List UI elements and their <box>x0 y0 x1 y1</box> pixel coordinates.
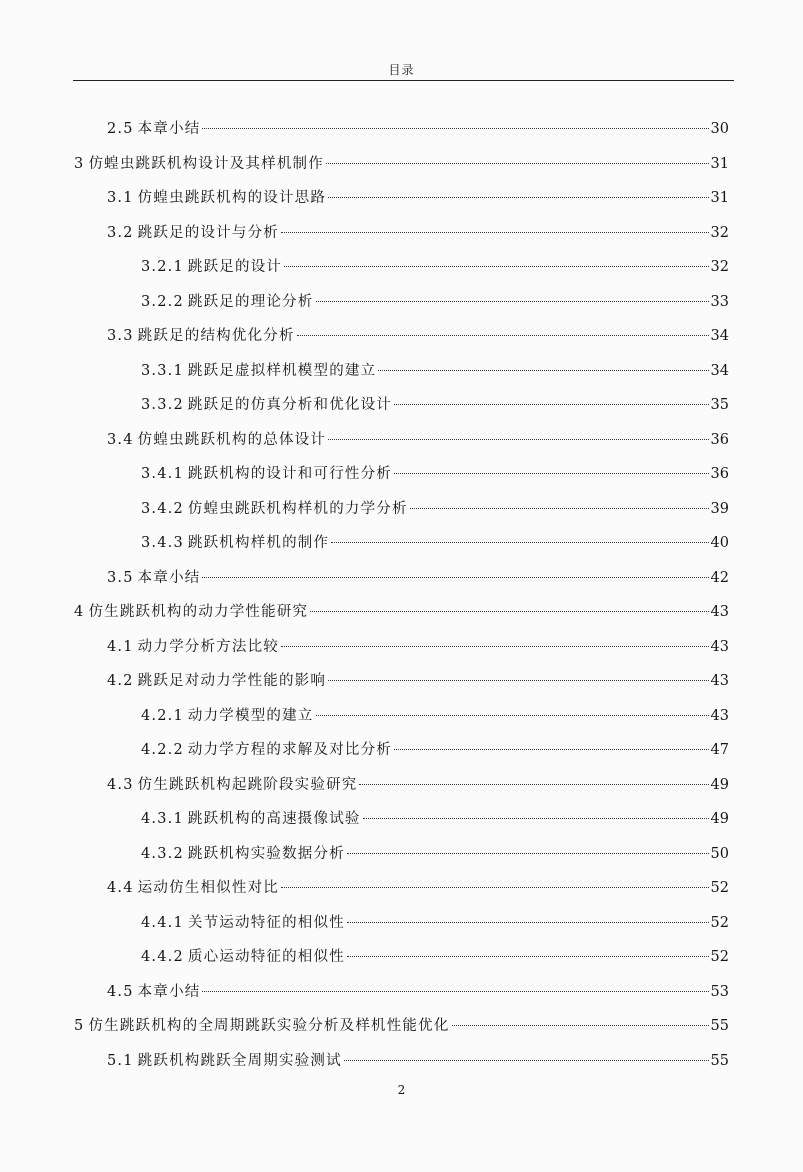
toc-entry-title: 仿蝗虫跳跃机构的设计思路 <box>137 190 327 206</box>
toc-dot-leader <box>394 403 709 405</box>
toc-entry[interactable] <box>107 186 729 210</box>
toc-entry[interactable] <box>74 1014 729 1038</box>
toc-entry-number: 4.3.2 <box>141 845 184 862</box>
toc-entry-page: 43 <box>710 673 729 689</box>
toc-entry-title: 质心运动特征的相似性 <box>187 949 345 965</box>
toc-entry-page: 32 <box>710 259 729 275</box>
toc-entry-page: 49 <box>710 776 729 793</box>
toc-dot-leader <box>316 300 709 302</box>
toc-dot-leader <box>202 127 708 129</box>
toc-entry[interactable] <box>107 566 729 590</box>
toc-entry[interactable] <box>141 531 729 555</box>
toc-entry-page: 43 <box>710 638 729 655</box>
toc-entry-title: 跳跃足的设计 <box>187 259 283 275</box>
toc-entry-number: 3.1 <box>107 190 134 206</box>
toc-entry-page: 30 <box>710 121 729 137</box>
toc-dot-leader <box>328 679 708 681</box>
toc-entry[interactable] <box>74 600 729 624</box>
toc-entry-title: 仿生跳跃机构的全周期跳跃实验分析及样机性能优化 <box>88 1018 450 1034</box>
toc-entry-number: 3.4.1 <box>141 466 184 482</box>
toc-entry-page: 31 <box>710 155 729 172</box>
toc-entry-number: 3.5 <box>107 569 134 586</box>
toc-entry-page: 33 <box>710 293 729 310</box>
toc-dot-leader <box>328 438 708 440</box>
toc-entry-number: 4.5 <box>107 983 134 1000</box>
toc-entry-number: 2.5 <box>107 121 134 137</box>
toc-entry-title: 跳跃机构样机的制作 <box>187 535 330 551</box>
toc-entry-page: 43 <box>710 707 729 724</box>
toc-dot-leader <box>347 955 709 957</box>
toc-entry[interactable] <box>141 290 729 314</box>
toc-entry-title: 仿蝗虫跳跃机构的总体设计 <box>137 431 327 448</box>
toc-entry-title: 跳跃足的设计与分析 <box>137 224 279 241</box>
toc-dot-leader <box>297 334 709 336</box>
toc-entry[interactable] <box>107 773 729 797</box>
toc-entry-page: 52 <box>710 914 729 931</box>
toc-dot-leader <box>281 645 709 647</box>
toc-entry[interactable] <box>107 117 729 141</box>
toc-dot-leader <box>316 714 709 716</box>
toc-entry-number: 5 <box>74 1018 85 1034</box>
toc-entry-title: 跳跃机构的设计和可行性分析 <box>187 466 393 482</box>
toc-entry-page: 47 <box>710 742 729 758</box>
toc-entry[interactable] <box>141 945 729 969</box>
toc-dot-leader <box>344 1059 709 1061</box>
toc-dot-leader <box>394 748 709 750</box>
toc-entry[interactable] <box>74 152 729 176</box>
toc-entry[interactable] <box>141 462 729 486</box>
toc-entry-page: 52 <box>710 949 729 965</box>
toc-entry-title: 动力学分析方法比较 <box>137 638 279 655</box>
toc-dot-leader <box>281 886 709 888</box>
toc-entry-title: 跳跃机构实验数据分析 <box>187 845 345 862</box>
toc-entry-number: 3.4.2 <box>141 500 184 517</box>
toc-entry-number: 4.1 <box>107 638 134 655</box>
toc-entry[interactable] <box>107 428 729 452</box>
toc-entry-number: 4.4 <box>107 880 134 896</box>
page-number: 2 <box>397 1083 406 1097</box>
toc-entry[interactable] <box>107 635 729 659</box>
toc-entry-number: 4.3 <box>107 776 134 793</box>
toc-entry-title: 关节运动特征的相似性 <box>187 914 345 931</box>
toc-entry-number: 3.4.3 <box>141 535 184 551</box>
toc-entry-title: 运动仿生相似性对比 <box>137 880 279 896</box>
toc-entry-number: 3.2 <box>107 224 134 241</box>
toc-entry-number: 3.2.2 <box>141 293 184 310</box>
toc-entry-title: 跳跃足虚拟样机模型的建立 <box>187 362 377 379</box>
toc-entry-title: 仿蝗虫跳跃机构样机的力学分析 <box>187 500 408 517</box>
toc-entry-page: 55 <box>710 1018 729 1034</box>
toc-entry-page: 53 <box>710 983 729 1000</box>
toc-entry[interactable] <box>107 324 729 348</box>
toc-entry-page: 34 <box>710 362 729 379</box>
toc-entry-number: 4.2.1 <box>141 707 184 724</box>
toc-entry-title: 动力学模型的建立 <box>187 707 314 724</box>
toc-entry-number: 3.3 <box>107 328 134 344</box>
toc-entry-title: 跳跃足的结构优化分析 <box>137 328 295 344</box>
toc-entry-title: 跳跃机构的高速摄像试验 <box>187 811 361 827</box>
header-divider <box>73 80 734 81</box>
toc-entry-title: 跳跃足对动力学性能的影响 <box>137 673 327 689</box>
toc-entry[interactable] <box>141 393 729 417</box>
toc-dot-leader <box>410 507 709 509</box>
toc-entry[interactable] <box>141 807 729 831</box>
toc-entry-title: 跳跃足的理论分析 <box>187 293 314 310</box>
toc-dot-leader <box>281 231 709 233</box>
toc-dot-leader <box>310 610 708 612</box>
toc-entry[interactable] <box>141 497 729 521</box>
toc-entry-number: 5.1 <box>107 1052 134 1069</box>
toc-dot-leader <box>394 472 709 474</box>
toc-dot-leader <box>452 1024 709 1026</box>
toc-entry-number: 3.3.2 <box>141 397 184 413</box>
toc-entry-number: 4.3.1 <box>141 811 184 827</box>
toc-entry-number: 4.4.2 <box>141 949 184 965</box>
toc-entry-title: 仿生跳跃机构起跳阶段实验研究 <box>137 776 358 793</box>
toc-entry-number: 3.2.1 <box>141 259 184 275</box>
toc-entry-title: 跳跃机构跳跃全周期实验测试 <box>137 1052 342 1069</box>
toc-entry-number: 3.4 <box>107 431 134 448</box>
toc-dot-leader <box>202 990 708 992</box>
toc-entry-title: 跳跃足的仿真分析和优化设计 <box>187 397 393 413</box>
toc-entry-title: 仿生跳跃机构的动力学性能研究 <box>88 604 309 620</box>
toc-entry[interactable] <box>141 255 729 279</box>
toc-entry-page: 34 <box>710 328 729 344</box>
toc-entry-number: 4.2.2 <box>141 742 184 758</box>
toc-entry-page: 32 <box>710 224 729 241</box>
toc-entry[interactable] <box>141 842 729 866</box>
toc-entry-page: 31 <box>710 190 729 206</box>
toc-entry-number: 4.2 <box>107 673 134 689</box>
toc-entry-title: 本章小结 <box>137 121 201 137</box>
toc-dot-leader <box>363 817 709 819</box>
toc-entry-page: 43 <box>710 604 729 620</box>
toc-dot-leader <box>328 196 708 198</box>
toc-entry-page: 36 <box>710 431 729 448</box>
toc-entry-number: 4.4.1 <box>141 914 184 931</box>
toc-dot-leader <box>378 369 708 371</box>
toc-entry-page: 35 <box>710 397 729 413</box>
toc-entry-title: 本章小结 <box>137 983 201 1000</box>
toc-entry-page: 55 <box>710 1052 729 1069</box>
toc-entry-page: 52 <box>710 880 729 896</box>
toc-entry-page: 36 <box>710 466 729 482</box>
toc-entry-title: 仿蝗虫跳跃机构设计及其样机制作 <box>88 155 324 172</box>
toc-entry[interactable] <box>107 980 729 1004</box>
toc-dot-leader <box>347 852 709 854</box>
toc-entry-page: 40 <box>710 535 729 551</box>
toc-entry[interactable] <box>141 738 729 762</box>
toc-entry-page: 50 <box>710 845 729 862</box>
toc-dot-leader <box>347 921 709 923</box>
toc-entry-page: 39 <box>710 500 729 517</box>
toc-entry[interactable] <box>141 704 729 728</box>
toc-entry-title: 本章小结 <box>137 569 201 586</box>
toc-entry-number: 4 <box>74 604 85 620</box>
toc-entry-title: 动力学方程的求解及对比分析 <box>187 742 393 758</box>
toc-dot-leader <box>331 541 708 543</box>
toc-entry-page: 42 <box>710 569 729 586</box>
toc-entry-number: 3 <box>74 155 85 172</box>
toc-entry-page: 49 <box>710 811 729 827</box>
toc-entry[interactable] <box>107 221 729 245</box>
toc-entry[interactable] <box>107 669 729 693</box>
toc-entry-number: 3.3.1 <box>141 362 184 379</box>
toc-entry[interactable] <box>141 359 729 383</box>
toc-entry[interactable] <box>107 1049 729 1073</box>
toc-dot-leader <box>326 162 709 164</box>
page-header-title: 目录 <box>388 63 415 77</box>
toc-entry[interactable] <box>107 876 729 900</box>
toc-dot-leader <box>202 576 708 578</box>
toc-dot-leader <box>359 783 708 785</box>
toc-entry[interactable] <box>141 911 729 935</box>
toc-dot-leader <box>284 265 708 267</box>
